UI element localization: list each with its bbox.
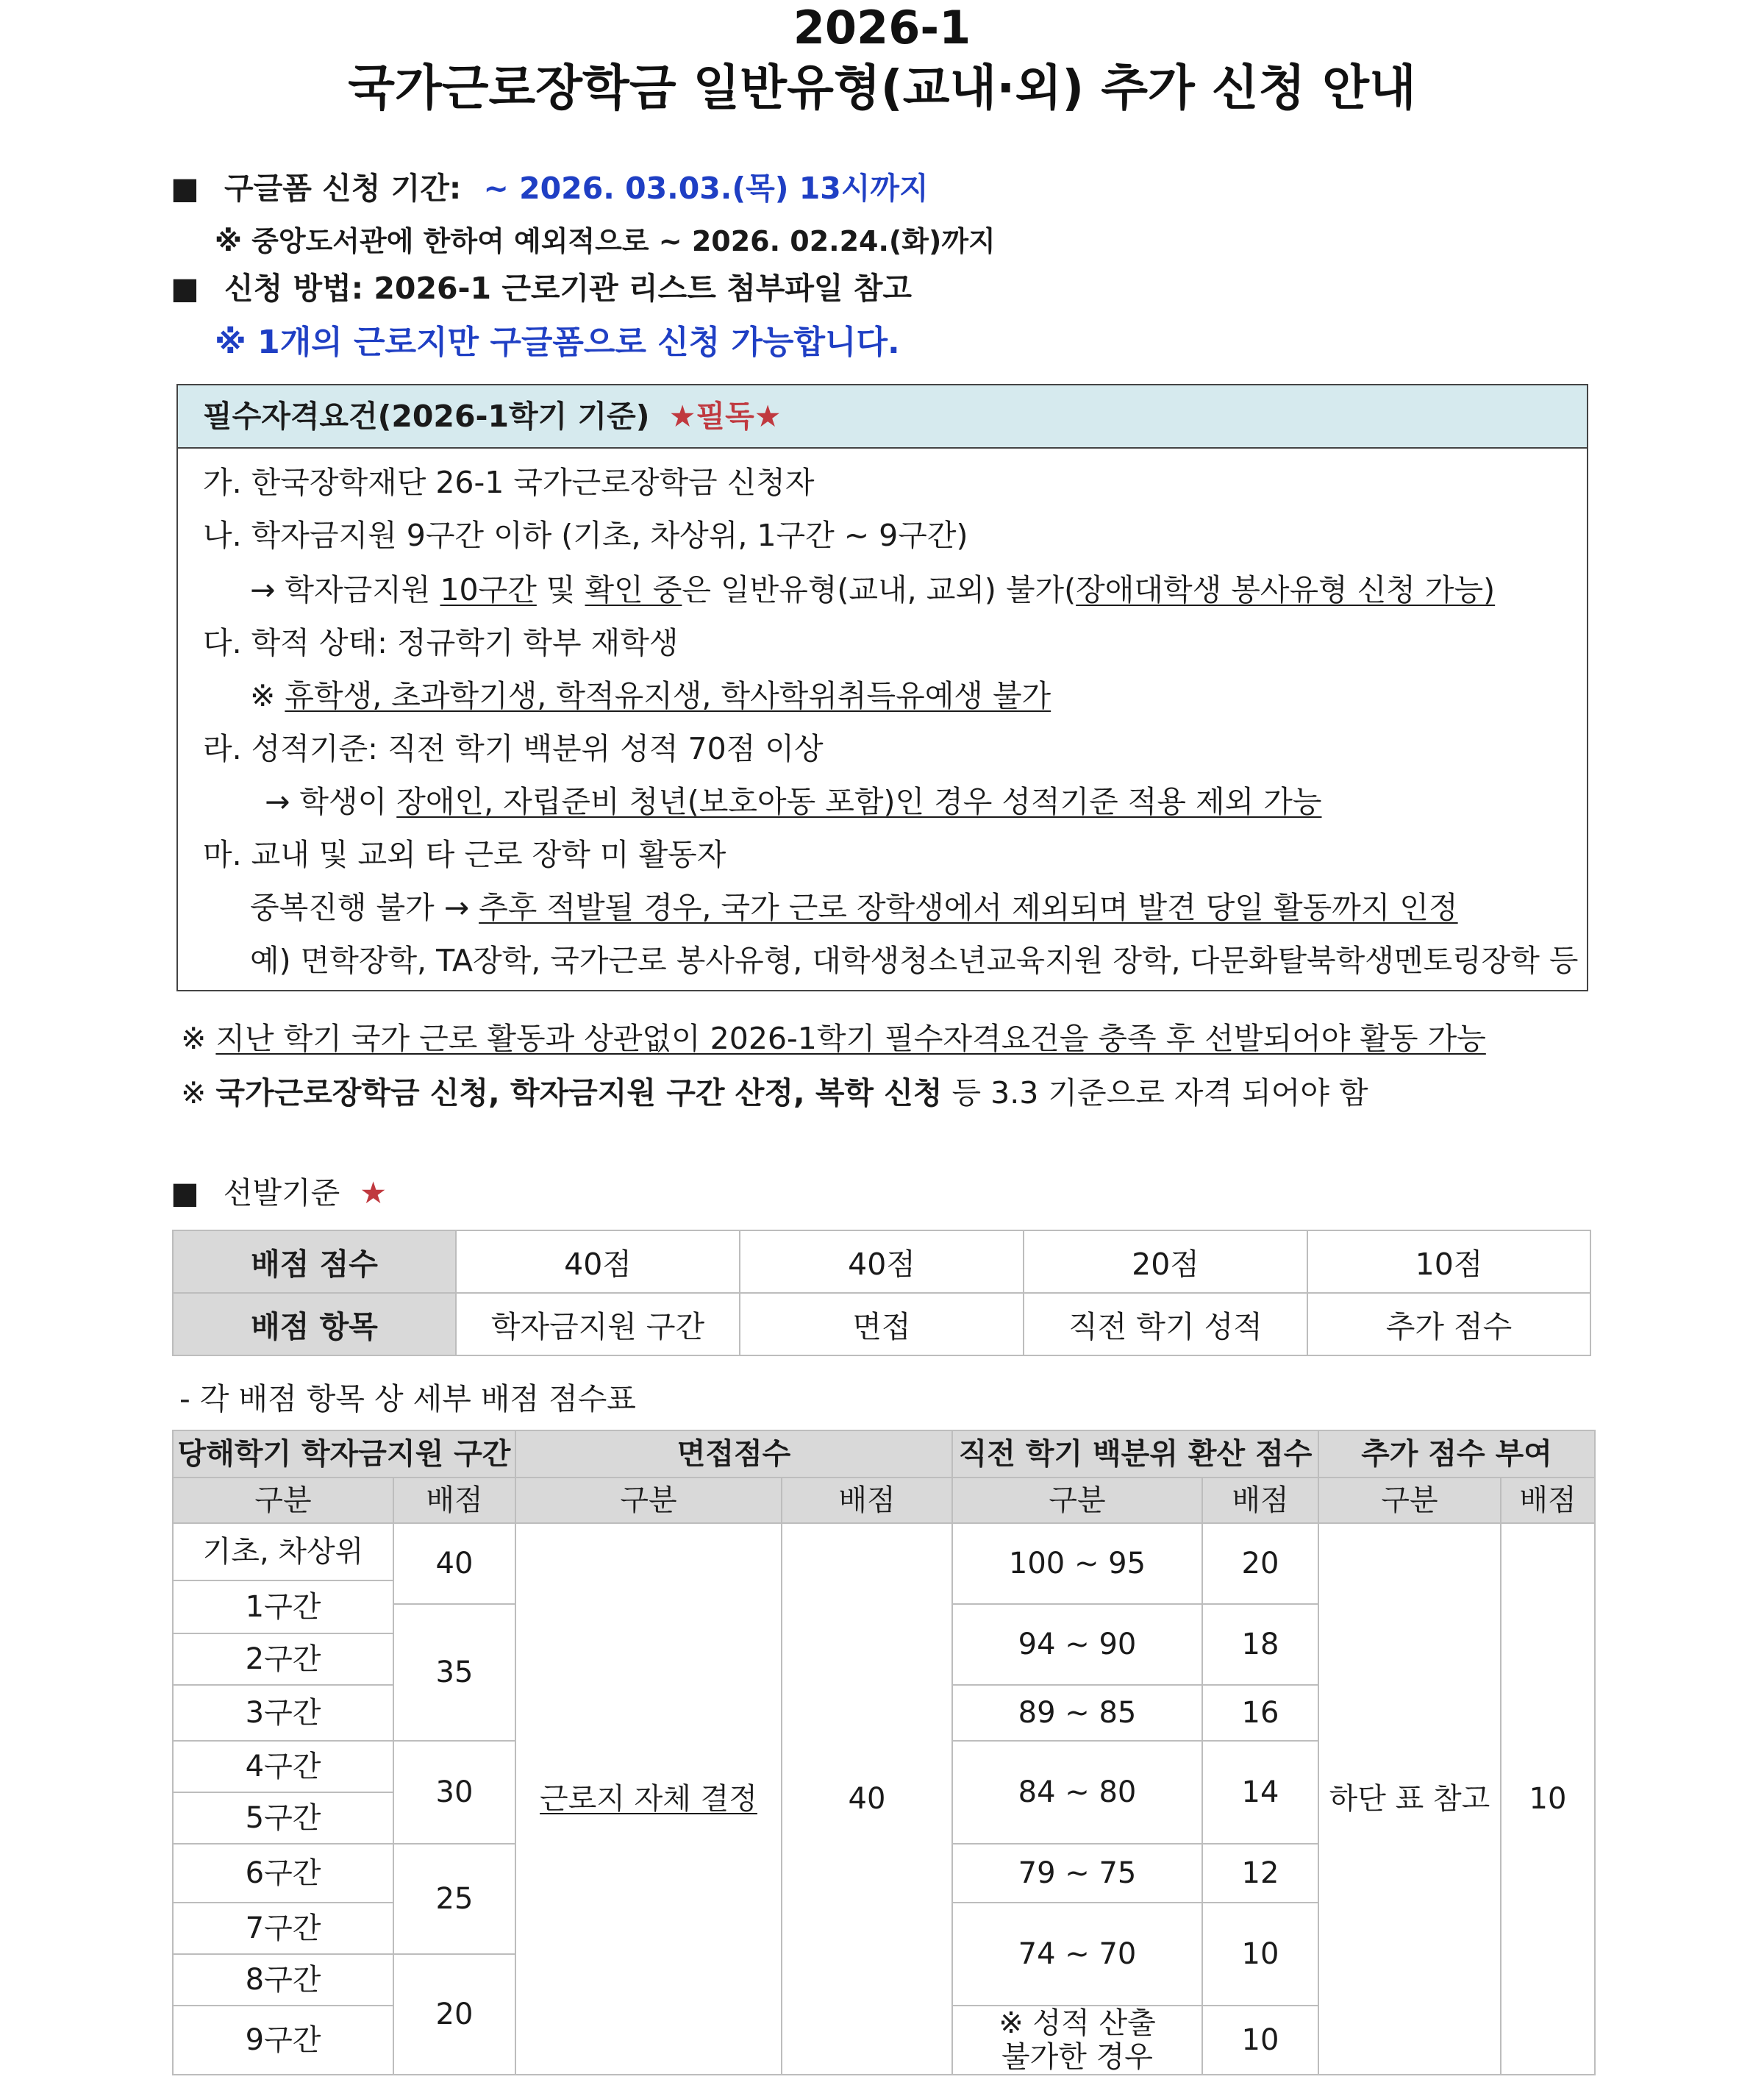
bracket-score: 35 — [393, 1604, 515, 1741]
bracket-cell: 6구간 — [173, 1844, 393, 1903]
bracket-cell: 3구간 — [173, 1685, 393, 1741]
sub-div: 구분 — [952, 1478, 1202, 1523]
grade-range: 89 ~ 85 — [952, 1685, 1202, 1741]
sub-div: 구분 — [173, 1478, 393, 1523]
sub-score: 배점 — [1202, 1478, 1318, 1523]
item-cell: 추가 점수 — [1307, 1293, 1590, 1355]
score-label: 배점 점수 — [173, 1230, 456, 1293]
sub-score: 배점 — [1501, 1478, 1595, 1523]
req-na-note: → 학자금지원 10구간 및 확인 중은 일반유형(교내, 교외) 불가(장애대학생 봉사유형 신청 가능) — [250, 572, 1496, 607]
bracket-cell: 2구간 — [173, 1633, 393, 1685]
score-row — [173, 1230, 1590, 1293]
bracket-cell: 5구간 — [173, 1792, 393, 1844]
req-na: 나. 학자금지원 9구간 이하 (기초, 차상위, 1구간 ~ 9구간) — [203, 518, 968, 553]
bullet-icon: ■ — [171, 271, 199, 306]
selection-title: ■ 선발기준 ★ — [171, 1175, 388, 1211]
interview-score: 40 — [782, 1523, 952, 2075]
method-line — [171, 269, 912, 307]
score-cell: 40점 — [456, 1230, 740, 1293]
detail-header-row — [173, 1430, 1595, 1478]
req-ra-note: → 학생이 장애인, 자립준비 청년(보호아동 포함)인 경우 성적기준 적용 제외 가능 — [265, 784, 1322, 819]
grade-score: 20 — [1202, 1523, 1318, 1604]
score-cell: 20점 — [1024, 1230, 1307, 1293]
header-interview: 면접점수 — [515, 1430, 952, 1478]
req-ma-note2: 예) 면학장학, TA장학, 국가근로 봉사유형, 대학생청소년교육지원 장학, 다문화탈북학생멘토링장학 등 — [250, 943, 1579, 978]
score-cell: 10점 — [1307, 1230, 1590, 1293]
bracket-score: 25 — [393, 1844, 515, 1954]
grade-score: 16 — [1202, 1685, 1318, 1741]
grade-score: 18 — [1202, 1604, 1318, 1685]
bullet-icon: ■ — [171, 171, 199, 206]
footnote-2: ※ 국가근로장학금 신청, 학자금지원 구간 산정, 복학 신청 등 3.3 기준으로 자격 되어야 함 — [181, 1075, 1368, 1111]
item-cell: 면접 — [740, 1293, 1024, 1355]
req-ga: 가. 한국장학재단 26-1 국가근로장학금 신청자 — [203, 465, 815, 500]
page-title: 국가근로장학금 일반유형(교내·외) 추가 신청 안내 — [348, 60, 1416, 116]
bracket-cell: 1구간 — [173, 1580, 393, 1633]
requirements-box — [176, 384, 1588, 991]
requirements-header — [178, 385, 1587, 449]
grade-score: 10 — [1202, 2006, 1318, 2075]
grade-range: 94 ~ 90 — [952, 1604, 1202, 1685]
bracket-cell: 7구간 — [173, 1903, 393, 1954]
grade-score: 14 — [1202, 1741, 1318, 1844]
score-table — [172, 1230, 1591, 1356]
page-title-year: 2026-1 — [793, 1, 971, 54]
period-label: 구글폼 신청 기간: — [224, 171, 462, 206]
grade-range: 74 ~ 70 — [952, 1903, 1202, 2006]
sub-score: 배점 — [782, 1478, 952, 1523]
must-read-star: ★필독★ — [668, 399, 782, 434]
bracket-score: 20 — [393, 1954, 515, 2075]
req-ma-note1: 중복진행 불가 → 추후 적발될 경우, 국가 근로 장학생에서 제외되며 발견 당일 활동까지 인정 — [250, 890, 1458, 925]
item-label: 배점 항목 — [173, 1293, 456, 1355]
method-label: 신청 방법: 2026-1 근로기관 리스트 첨부파일 참고 — [224, 271, 913, 306]
detail-table — [172, 1430, 1596, 2075]
library-note: ※ 중앙도서관에 한하여 예외적으로 ~ 2026. 02.24.(화)까지 — [215, 225, 996, 257]
one-workplace-note: ※ 1개의 근로지만 구글폼으로 신청 가능합니다. — [215, 324, 900, 361]
detail-caption: - 각 배점 항목 상 세부 배점 점수표 — [179, 1381, 636, 1416]
bracket-cell: 4구간 — [173, 1741, 393, 1792]
score-cell: 40점 — [740, 1230, 1024, 1293]
grade-range: 100 ~ 95 — [952, 1523, 1202, 1604]
item-cell: 학자금지원 구간 — [456, 1293, 740, 1355]
grade-range: 84 ~ 80 — [952, 1741, 1202, 1844]
period-value: ~ 2026. 03.03.(목) 13시까지 — [483, 171, 929, 206]
table-row — [173, 1523, 1595, 1580]
extra-div: 하단 표 참고 — [1318, 1523, 1501, 2075]
header-extra: 추가 점수 부여 — [1318, 1430, 1595, 1478]
bracket-score: 30 — [393, 1741, 515, 1844]
extra-score: 10 — [1501, 1523, 1595, 2075]
req-ma: 마. 교내 및 교외 타 근로 장학 미 활동자 — [203, 837, 726, 872]
footnote-1: ※ 지난 학기 국가 근로 활동과 상관없이 2026-1학기 필수자격요건을 충족 후 선발되어야 활동 가능 — [181, 1021, 1486, 1056]
sub-div: 구분 — [515, 1478, 782, 1523]
sub-score: 배점 — [393, 1478, 515, 1523]
period-line — [171, 169, 929, 207]
star-icon: ★ — [360, 1175, 388, 1211]
detail-subheader-row — [173, 1478, 1595, 1523]
header-bracket: 당해학기 학자금지원 구간 — [173, 1430, 515, 1478]
grade-score: 12 — [1202, 1844, 1318, 1903]
req-ra: 라. 성적기준: 직전 학기 백분위 성적 70점 이상 — [203, 731, 824, 766]
bullet-icon: ■ — [171, 1175, 199, 1211]
req-da-note: ※ 휴학생, 초과학기생, 학적유지생, 학사학위취득유예생 불가 — [250, 678, 1051, 713]
sub-div: 구분 — [1318, 1478, 1501, 1523]
grade-score: 10 — [1202, 1903, 1318, 2006]
requirements-header-text: 필수자격요건(2026-1학기 기준) ★필독★ — [203, 399, 782, 434]
bracket-cell: 9구간 — [173, 2006, 393, 2075]
interview-div: 근로지 자체 결정 — [515, 1523, 782, 2075]
bracket-cell: 기초, 차상위 — [173, 1523, 393, 1580]
item-row — [173, 1293, 1590, 1355]
bracket-score: 40 — [393, 1523, 515, 1604]
grade-range: 79 ~ 75 — [952, 1844, 1202, 1903]
req-da: 다. 학적 상태: 정규학기 학부 재학생 — [203, 625, 679, 660]
grade-na: ※ 성적 산출 불가한 경우 — [952, 2006, 1202, 2075]
bracket-cell: 8구간 — [173, 1954, 393, 2006]
header-grade: 직전 학기 백분위 환산 점수 — [952, 1430, 1318, 1478]
item-cell: 직전 학기 성적 — [1024, 1293, 1307, 1355]
